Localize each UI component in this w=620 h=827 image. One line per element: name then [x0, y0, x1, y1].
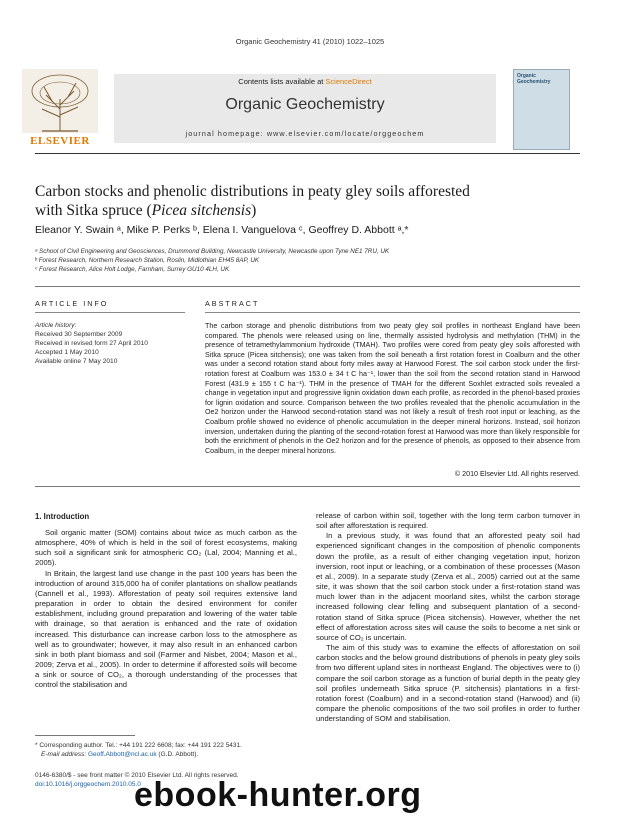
intro-paragraph: The aim of this study was to examine the effects of afforestation on soil carbon stocks and the below ground distributions of phenols in peaty gley soils from two different upland sites in northeast England. The objectives were to (i) compare the soil carbon storage as a function of burial depth in the peaty gley soil profiles underneath Sitka spruce (P. sitchensis) plantations in a first-rotation forest (Coalburn) and in a second-rotation stand (Harwood) and (ii) compare the phenolic compositions of the two soil profiles in order to further understanding of SOM and stabilisation.	[316, 643, 580, 724]
footnote-rule	[35, 735, 135, 736]
article-title	[35, 182, 580, 220]
title-line-2-prefix: with Sitka spruce (	[35, 202, 152, 219]
introduction-heading: 1. Introduction	[35, 512, 90, 521]
article-info-heading: ARTICLE INFO	[35, 299, 109, 308]
journal-citation: Organic Geochemistry 41 (2010) 1022–1025	[235, 37, 385, 46]
sciencedirect-link[interactable]: ScienceDirect	[325, 77, 372, 86]
affiliation-b: ᵇ Forest Research, Northern Research Station, Roslin, Midlothian EH45 8AP, UK	[35, 257, 260, 264]
contents-prefix: Contents lists available at	[238, 77, 324, 86]
journal-homepage[interactable]: journal homepage: www.elsevier.com/locate/orggeochem	[185, 129, 425, 138]
email-line	[35, 750, 297, 759]
corresponding-author-footnote	[35, 741, 297, 759]
intro-paragraph: release of carbon within soil, together with the long term carbon turnover in soil after afforestation is required.	[316, 511, 580, 531]
front-matter-line: 0146-6380/$ - see front matter © 2010 Elsevier Ltd. All rights reserved.	[35, 772, 239, 779]
doi-link[interactable]: doi:10.1016/j.orggeochem.2010.05.0	[35, 781, 141, 788]
article-info-rule	[35, 312, 185, 313]
article-history-heading: Article history:	[35, 322, 77, 329]
affiliation-rule	[35, 286, 580, 287]
watermark-text: ebook-hunter.org	[134, 776, 422, 814]
history-revised: Received in revised form 27 April 2010	[35, 340, 148, 347]
title-line-2-species: Picea sitchensis	[151, 202, 252, 219]
email-suffix: (G.D. Abbott).	[158, 751, 199, 758]
intro-paragraph: In Britain, the largest land use change in the past 100 years has been the introduction of around 315,000 ha of conifer plantations on shallow peatlands (Cannell et al., 1993). Afforestation of peaty soil requires extensive land preparation in order to obtain the desired environment for conifer establishment, including ground preparation and lowering of the water table with drainage, so that aeration is enhanced and the rate of oxidation increased. This disturbance can increase carbon loss to the atmosphere as well as to groundwater; however, it may also result in an enhanced carbon sink in both plant biomass and soil (Farmer and Nisbet, 2004; Mason et al., 2009; Zerva et al., 2005). In order to determine if afforested soils will become a sink or source of CO₂, a thorough understanding of the processes that control the stabilisation and	[35, 568, 297, 690]
abstract-copyright: © 2010 Elsevier Ltd. All rights reserved.	[454, 470, 580, 478]
affiliation-c: ᶜ Forest Research, Alice Holt Lodge, Farnham, Surrey GU10 4LH, UK	[35, 266, 230, 273]
abstract-text: The carbon storage and phenolic distributions from two peaty gley soil profiles in northeast England have been compared. The phenols were released using on line, thermally assisted hydrolysis and methylation (THM) in the presence of tetramethylammonium hydroxide (TMAH). Two profiles were cored from peaty gley soils afforested with Sitka spruce (Picea sitchensis); one was taken from the soil beneath a first rotation forest in Coalburn and the other was under a second rotation stand about forty miles away at Harwood Forest. The soil carbon stock under the first-rotation forest at Coalburn was 153.0 ± 34 t C ha⁻¹, lower than the soil from the second rotation stand in Harwood Forest (431.9 ± 155 t C ha⁻¹). THM in the presence of TMAH for the different Soxhlet extracted soils revealed a change in vegetation input and progressive lignin oxidation down each profile, as recorded in the phenol-based proxies for lignin oxidation and source. Comparison between the two profiles revealed that the phenolic accumulation in the Oe2 horizon under the Harwood second-rotation stand was not likely a result of fresh root input or leaching, as the Coalburn profile showed no evidence of phenolic accumulation in the deeper mineral horizons. Instead, soil horizon inversion, undertaken during the planting of the second-rotation forest at Harwood was more than likely responsible for both the enrichment of phenols in the Oe2 horizon and for the presence of phenols, as opposed to their absence from Coalburn, in the deeper mineral horizons.	[205, 322, 580, 455]
journal-name: Organic Geochemistry	[225, 96, 385, 113]
abstract-rule	[205, 312, 580, 313]
email-link[interactable]: Geoff.Abbott@ncl.ac.uk	[87, 751, 157, 758]
title-line-2-suffix: )	[251, 202, 257, 219]
affiliation-a: ᵃ School of Civil Engineering and Geosciences, Drummond Building, Newcastle University, Newcastle upon Tyne NE1 7RU, UK	[35, 248, 390, 255]
email-label: E-mail address:	[41, 751, 87, 758]
author-list: Eleanor Y. Swain ᵃ, Mike P. Perks ᵇ, Elena I. Vanguelova ᶜ, Geoffrey D. Abbott ᵃ,*	[35, 224, 409, 236]
cover-title: Organic Geochemistry	[517, 73, 551, 85]
body-column-right	[316, 511, 580, 724]
elsevier-wordmark: ELSEVIER	[30, 135, 90, 147]
history-received: Received 30 September 2009	[35, 331, 123, 338]
body-column-left	[35, 528, 297, 691]
abstract-heading: ABSTRACT	[205, 299, 260, 308]
contents-available-line	[114, 77, 496, 86]
history-accepted: Accepted 1 May 2010	[35, 349, 99, 356]
intro-paragraph: Soil organic matter (SOM) contains about twice as much carbon as the atmosphere, 40% of which is held in the soil of forest ecosystems, making such soil a significant sink for atmospheric CO₂ (Lal, 2004; Manning et al., 2005).	[35, 528, 297, 568]
header-rule	[35, 153, 580, 154]
history-online: Available online 7 May 2010	[35, 358, 118, 365]
title-line-1: Carbon stocks and phenolic distributions in peaty gley soils afforested	[35, 183, 470, 200]
intro-paragraph: In a previous study, it was found that an afforested peaty soil had experienced significant changes in the composition of phenolic components down the profile, as a result of either changing vegetation input, horizon inversion, root input or leaching, or a combination of these processes (Mason et al., 2009). In a separate study (Zerva et al., 2005) carried out at the same site, it was shown that the soil carbon stock under a first-rotation stand was much lower than in the adjacent moorland sites, whilst the carbon storage increased following clear felling and subsequent plantation of a second-rotation stand of Sitka spruce (Picea sitchensis). However, whether the net effect of afforestation across sites will cause the soils to become a net sink or source of CO₂ is uncertain.	[316, 531, 580, 642]
corresponding-author: * Corresponding author. Tel.: +44 191 222 6608; fax: +44 191 222 5431.	[35, 742, 242, 749]
abstract-bottom-rule	[35, 486, 580, 487]
